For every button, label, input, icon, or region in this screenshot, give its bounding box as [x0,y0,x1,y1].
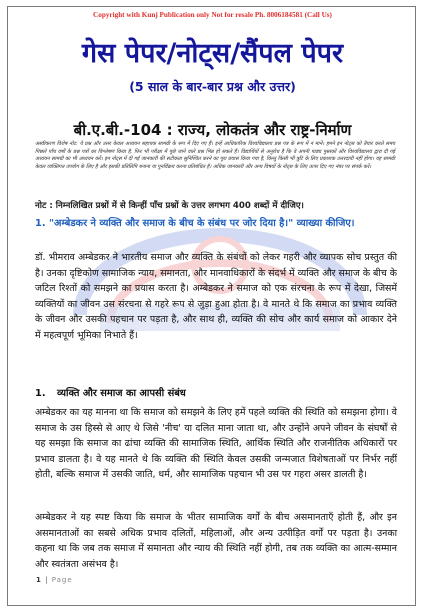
footer-separator: | [45,576,48,584]
course-heading: बी.ए.बी.-104 : राज्य, लोकतंत्र और राष्ट्र-निर्माण [73,121,352,139]
page-label: Page [51,576,73,584]
page-title: गेस पेपर/नोट्स/सैंपल पेपर [81,38,344,69]
section-title: व्यक्ति और समाज का आपसी संबंध [57,388,186,399]
answer-paragraph: अम्बेडकर का यह मानना था कि समाज को समझने के लिए हमें पहले व्यक्ति की स्थिति को समझना होगा। वे समाज के उस हिस्से से आए थे जिसे 'नीच' या दलित माना जाता था, और उन्होंने अपने जीवन के संघर्षों से यह समझा कि समाज का ढांचा व्यक्ति की सामाजिक स्थिति, आर्थिक स्थिति और राजनीतिक अधिकारों पर प्रभाव डालता है। वे यह मानते थे कि व्यक्ति की स्थिति केवल उसकी जन्मजात विशेषताओं पर निर्भर नहीं होती, बल्कि समाज में उसकी जाति, धर्म, और सामाजिक पहचान भी उस पर गहरा असर डालती है। [35,407,397,481]
question-1: 1. "अम्बेडकर ने व्यक्ति और समाज के बीच के संबंध पर जोर दिया है।" व्याख्या कीजिए। [35,218,355,229]
answer-paragraph: अम्बेडकर ने यह स्पष्ट किया कि समाज के भीतर सामाजिक वर्गों के बीच असमानताएँ होती हैं, और इन असमानताओं का सबसे अधिक प्रभाव दलितों, महिलाओं, और अन्य उत्पीड़ित वर्गों पर पड़ता है। उनका कहना था कि जब तक समाज में समानता और न्याय की स्थिति नहीं होगी, तब तक व्यक्ति का आत्म-सम्मान और स्वतंत्रता असंभव है। [35,512,397,570]
page-footer [36,576,73,584]
answer-intro: डॉ. भीमराव अम्बेडकर ने भारतीय समाज और व्यक्ति के संबंधों को लेकर गहरी और व्यापक सोच प्रस्तुत की है। उनका दृष्टिकोण सामाजिक न्याय, समानता, और मानवाधिकारों के संदर्भ में व्यक्ति और समाज के बीच के जटिल रिश्तों को समझने का प्रयास करता है। अम्बेडकर ने समाज को एक संरचना के रूप में देखा, जिसमें व्यक्तियों का जीवन उस संरचना से गहरे रूप से जुड़ा हुआ होता है। वे मानते थे कि समाज का प्रभाव व्यक्ति के जीवन और उसकी पहचान पर पड़ता है, और साथ ही, व्यक्ति की सोच और कार्य समाज को आकार देने में महत्वपूर्ण भूमिका निभाते हैं। [35,252,397,341]
page-subtitle: (5 साल के बार-बार प्रश्न और उत्तर) [129,79,296,94]
section-heading [35,386,186,399]
copyright-notice: Copyright with Kunj Publication only Not for resale Ph. 8006184581 (Call Us) [93,11,332,19]
disclaimer-text: अस्वीकरण विशेष नोट: ये प्रश्न और उत्तर केवल अध्ययन सहायक सामग्री के रूप में दिए गए हैं। इन्हें आधिकारिक विश्वविद्यालय प्रश्न पत्र के रूप में न मानें। हमने इन नोट्स को तैयार करते समय पिछले पाँच वर्षों के प्रश्न पत्रों का विश्लेषण किया है, फिर भी परीक्षा में पूछे जाने वाले प्रश्न भिन्न हो सकते हैं। विद्यार्थियों से अनुरोध है कि वे अपनी पाठ्य पुस्तकों और विश्वविद्यालय द्वारा दी गई अध्ययन सामग्री का भी अध्ययन करें। इन नोट्स में दी गई जानकारी की सटीकता सुनिश्चित करने का पूरा प्रयास किया गया है, किन्तु किसी भी त्रुटि के लिए प्रकाशक उत्तरदायी नहीं होगा। यह सामग्री केवल व्यक्तिगत उपयोग के लिए है और इसकी प्रतिलिपि बनाना या पुनर्विक्रय करना प्रतिबंधित है। अधिक जानकारी और अन्य विषयों के नोट्स के लिए ऊपर दिए गए नंबर पर संपर्क करें। [35,141,395,170]
instruction-note: नोट : निम्नलिखित प्रश्नों में से किन्हीं पाँच प्रश्नों के उत्तर लगभग 400 शब्दों में दीजिए। [35,201,304,211]
section-number: 1. [35,388,46,399]
page-number: 1 [36,576,41,584]
